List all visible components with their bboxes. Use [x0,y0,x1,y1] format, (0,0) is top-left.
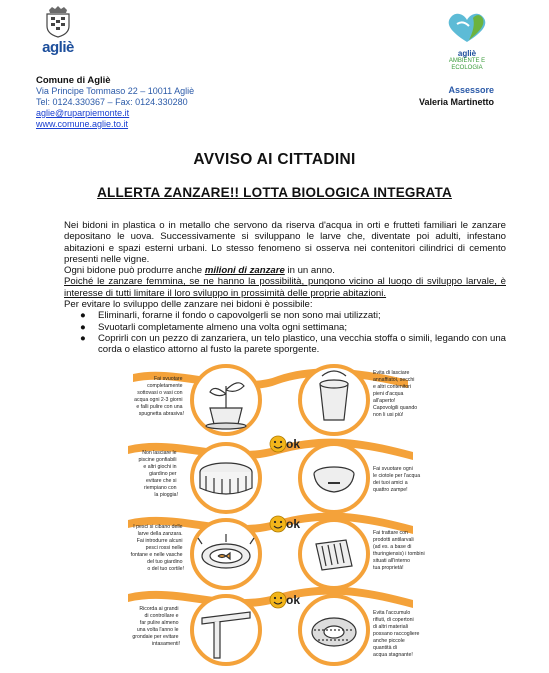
caption-right-1: Evita di lasciare annaffiatoi, secchi e altri contenitori pieni d'acqua all'aperto! Capovolgili quando non li usi più! [373,370,418,418]
caption-right-4: Evita l'accumulo rifiuti, di copertoni di altri materiali possano raccogliere anche piccole quantità di acqua stagnante! [373,610,420,658]
mosquito-prevention-poster [118,362,425,670]
page-subtitle: ALLERTA ZANZARE!! LOTTA BIOLOGICA INTEGRATA [97,185,452,200]
phone-fax: Tel: 0124.330367 – Fax: 0124.330280 [36,97,188,107]
right-logo-word: agliè [457,49,477,58]
left-captions [131,376,184,647]
website-link[interactable]: www.comune.aglie.to.it [36,119,129,129]
paragraph-4: Per evitare lo sviluppo delle zanzare nei bidoni è possibile: [64,299,313,311]
ok-smiley-icon [270,516,286,532]
caption-right-2: Fai svuotare ogni le ciotole per l'acqua dei tuoi amici a quattro zampe! [373,466,421,493]
bullet-icon: ● [80,321,86,333]
list-item [80,310,506,322]
list-item-text: Svuotarli completamente almeno una volta ogni settimana; [98,321,348,333]
p2-emphasis: milioni di zanzare [204,265,285,277]
tyre-icon [312,618,356,646]
ok-smiley-icon [270,436,286,452]
caption-left-2: Non lasciare le piscine gonfiabili e altri giochi in giardino per evitare che si riempiano con la pioggia! [138,450,178,498]
ambiente-logo [436,10,498,72]
contact-block [36,75,194,130]
right-logo-sub2: ECOLOGIA [451,65,483,71]
body-text [64,220,506,356]
bullet-icon: ● [80,332,86,344]
bullet-icon: ● [80,310,86,322]
page-title: AVVISO AI CITTADINI [193,151,356,168]
comune-title: Comune di Agliè [36,75,111,86]
ok-label: ok [286,593,301,607]
drain-grate-icon [316,540,352,570]
paragraph-1: Nei bidoni in plastica o in metallo che servono da riserva d'acqua in orti e frutteti familiari le zanzare depositano le uova. Successivamente si sviluppano le larve che, diventate poi adulti, infestano abitazioni e spazi esterni urbani. Lo stesso fenomeno si osserva nei contenitori cilindrici di cemento presenti nelle vigne. [64,220,506,265]
p2-pre: Ogni bidone può produrre anche [64,265,205,277]
email-link[interactable]: aglie@ruparpiemonte.it [36,108,130,118]
advice-list [64,310,506,355]
right-logo-sub1: AMBIENTE E [448,58,486,64]
list-item [80,321,506,333]
right-captions [373,370,426,658]
assessore-block [380,84,494,108]
paragraph-3: Poiché le zanzare femmina, se ne hanno la possibilità, pungono vicino al luogo di sviluppo larvale, è interesse di tutti limitare il loro sviluppo in prossimità delle proprie abitazioni. [64,276,506,299]
caption-left-3: I pesci si cibano delle larve della zanzara. Fai introdurre alcuni pesci rossi nelle fontane e nelle vasche del tuo giardino o del tuo cortile! [130,524,184,572]
coat-of-arms-icon [43,6,73,38]
ok-label: ok [286,437,301,451]
assessore-name: Valeria Martinetto [418,97,494,107]
pool-icon [200,463,252,494]
caption-right-3: Fai trattare con prodotti antilarvali (ad es. a base di thuringiensis) i tombini situati all'interno tua proprietà! [373,530,425,571]
p2-post: in un anno. [284,265,335,277]
heart-leaf-icon [443,10,491,46]
address: Via Principe Tommaso 22 – 10011 Agliè [36,86,195,96]
left-logo-word: agliè [42,39,74,56]
paragraph-2 [64,265,506,276]
ok-smiley-icon [270,592,286,608]
assessore-role: Assessore [448,85,494,95]
comune-logo [36,6,80,56]
ok-label: ok [286,517,301,531]
list-item-text: Eliminarli, forarne il fondo o capovolgerli se non sono mai utilizzati; [98,310,381,322]
list-item [80,332,506,356]
caption-left-1: Fai svuotare completamente sottovasi o vasi con acqua ogni 2-3 giorni e falli pulire con una spugnetta abrasiva! [134,376,184,417]
list-item-text: Coprirli con un pezzo di zanzariera, un telo plastico, una vecchia stoffa o simili, legando con una corda o elastico attorno al fusto la parete sporgente. [98,332,506,356]
caption-left-4: Ricorda ai grandi di controllare e far pulire almeno una volta l'anno le grondaie per evitare intasamenti! [132,606,180,647]
